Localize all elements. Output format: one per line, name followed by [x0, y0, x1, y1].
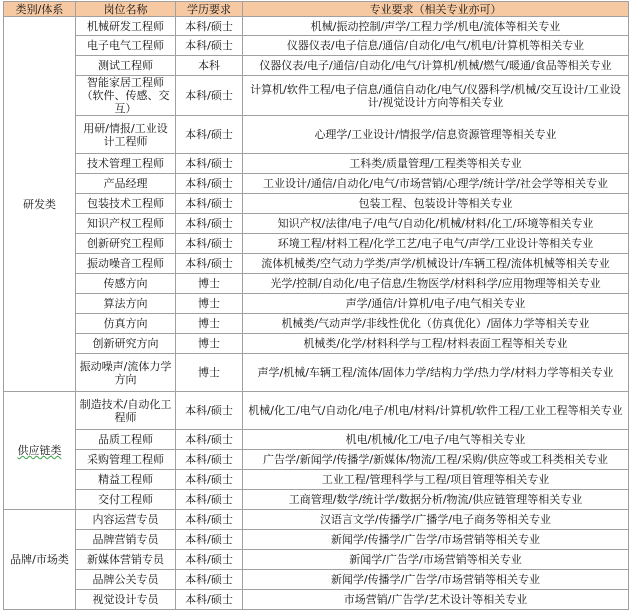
major-cell: 包装工程、包装设计等相关专业: [243, 194, 629, 214]
major-cell: 新闻学/传播学/广告学/市场营销等相关专业: [243, 570, 629, 590]
category-cell: 品牌/市场类: [4, 510, 76, 610]
position-cell: 知识产权工程师: [76, 214, 176, 234]
position-cell: 品质工程师: [76, 430, 176, 450]
header-degree: 学历要求: [176, 2, 243, 17]
major-cell: 计算机/软件工程/电子信息/通信自动化/电气/仪器科学/机械/交互设计/工业设计/视觉设计方向等相关专业: [243, 76, 629, 116]
table-row: [4, 174, 629, 194]
degree-cell: 本科/硕士: [176, 430, 243, 450]
degree-cell: 本科/硕士: [176, 470, 243, 490]
table-row: [4, 294, 629, 314]
major-cell: 机械类/化学/材料科学与工程/材料表面工程等相关专业: [243, 334, 629, 354]
category-cell: 研发类: [4, 17, 76, 392]
major-cell: 光学/控制/自动化/电子信息/生物医学/材料科学/应用物理等相关专业: [243, 274, 629, 294]
degree-cell: 本科/硕士: [176, 17, 243, 36]
degree-cell: 本科/硕士: [176, 36, 243, 56]
table-row: [4, 214, 629, 234]
table-row: [4, 154, 629, 174]
major-cell: 工商管理/数学/统计学/数据分析/物流/供应链管理等相关专业: [243, 490, 629, 510]
position-cell: 算法方向: [76, 294, 176, 314]
degree-cell: 本科/硕士: [176, 490, 243, 510]
table-row: [4, 510, 629, 530]
major-cell: 广告学/新闻学/传播学/新媒体/物流/工程/采购/供应等或工科类相关专业: [243, 450, 629, 470]
position-cell: 创新研究方向: [76, 334, 176, 354]
position-cell: 创新研究工程师: [76, 234, 176, 254]
major-cell: 机械/振动控制/声学/工程力学/机电/流体等相关专业: [243, 17, 629, 36]
degree-cell: 本科: [176, 56, 243, 76]
major-cell: 知识产权/法律/电子/电气/自动化/机械/材料/化工/环境等相关专业: [243, 214, 629, 234]
recruitment-table: [3, 1, 629, 610]
position-cell: 测试工程师: [76, 56, 176, 76]
table-row: [4, 56, 629, 76]
major-cell: 机械/化工/电气/自动化/电子/机电/材料/计算机/软件工程/工业工程等相关专业: [243, 392, 629, 430]
degree-cell: 本科/硕士: [176, 590, 243, 610]
major-cell: 市场营销/广告学/艺术设计等相关专业: [243, 590, 629, 610]
table-row: [4, 490, 629, 510]
table-row: [4, 392, 629, 430]
table-row: [4, 530, 629, 550]
major-cell: 工业设计/通信/自动化/电气/市场营销/心理学/统计学/社会学等相关专业: [243, 174, 629, 194]
table-row: [4, 254, 629, 274]
position-cell: 振动噪声/流体力学方向: [76, 354, 176, 392]
position-cell: 制造技术/自动化工程师: [76, 392, 176, 430]
position-cell: 用研/情报/工业设计工程师: [76, 116, 176, 154]
major-cell: 工业工程/管理科学与工程/项目管理等相关专业: [243, 470, 629, 490]
category-cell: 供应链类: [4, 392, 76, 510]
table-row: [4, 274, 629, 294]
position-cell: 产品经理: [76, 174, 176, 194]
degree-cell: 博士: [176, 314, 243, 334]
degree-cell: 本科/硕士: [176, 570, 243, 590]
degree-cell: 本科/硕士: [176, 174, 243, 194]
position-cell: 包装技术工程师: [76, 194, 176, 214]
position-cell: 智能家居工程师（软件、传感、交互）: [76, 76, 176, 116]
table-row: [4, 354, 629, 392]
table-row: [4, 430, 629, 450]
degree-cell: 本科/硕士: [176, 76, 243, 116]
major-cell: 流体机械类/空气动力学类/声学/机械设计/车辆工程/流体机械等相关专业: [243, 254, 629, 274]
major-cell: 工科类/质量管理/工程类等相关专业: [243, 154, 629, 174]
major-cell: 机电/机械/化工/电子/电气等相关专业: [243, 430, 629, 450]
table-row: [4, 550, 629, 570]
degree-cell: 本科/硕士: [176, 154, 243, 174]
position-cell: 内容运营专员: [76, 510, 176, 530]
major-cell: 仪器仪表/电子信息/通信/自动化/电气/机电/计算机等相关专业: [243, 36, 629, 56]
major-cell: 机械类/气动声学/非线性优化（仿真优化）/固体力学等相关专业: [243, 314, 629, 334]
degree-cell: 本科/硕士: [176, 194, 243, 214]
position-cell: 传感方向: [76, 274, 176, 294]
position-cell: 仿真方向: [76, 314, 176, 334]
header-row: [4, 2, 629, 17]
degree-cell: 本科/硕士: [176, 510, 243, 530]
table-row: [4, 116, 629, 154]
table-row: [4, 36, 629, 56]
table-row: [4, 234, 629, 254]
degree-cell: 本科/硕士: [176, 450, 243, 470]
degree-cell: 本科/硕士: [176, 392, 243, 430]
table-row: [4, 450, 629, 470]
table-row: [4, 470, 629, 490]
degree-cell: 本科/硕士: [176, 116, 243, 154]
table-row: [4, 314, 629, 334]
major-cell: 声学/机械/车辆工程/流体/固体力学/结构力学/热力学/材料力学等相关专业: [243, 354, 629, 392]
major-cell: 新闻学/传播学/广告学/市场营销等相关专业: [243, 530, 629, 550]
table-row: [4, 76, 629, 116]
degree-cell: 本科/硕士: [176, 254, 243, 274]
position-cell: 交付工程师: [76, 490, 176, 510]
degree-cell: 博士: [176, 294, 243, 314]
degree-cell: 博士: [176, 354, 243, 392]
position-cell: 品牌公关专员: [76, 570, 176, 590]
degree-cell: 博士: [176, 274, 243, 294]
position-cell: 技术管理工程师: [76, 154, 176, 174]
degree-cell: 本科/硕士: [176, 550, 243, 570]
degree-cell: 本科/硕士: [176, 234, 243, 254]
table-row: [4, 194, 629, 214]
table-row: [4, 590, 629, 610]
position-cell: 电子电气工程师: [76, 36, 176, 56]
table-row: [4, 334, 629, 354]
major-cell: 环境工程/材料工程/化学工艺/电子电气/声学/工业设计等相关专业: [243, 234, 629, 254]
position-cell: 新媒体营销专员: [76, 550, 176, 570]
table-row: [4, 17, 629, 36]
header-category: 类别/体系: [4, 2, 76, 17]
major-cell: 新闻学/广告学/市场营销等相关专业: [243, 550, 629, 570]
major-cell: 心理学/工业设计/情报学/信息资源管理等相关专业: [243, 116, 629, 154]
degree-cell: 博士: [176, 334, 243, 354]
header-major: 专业要求（相关专业亦可）: [243, 2, 629, 17]
position-cell: 采购管理工程师: [76, 450, 176, 470]
position-cell: 振动噪音工程师: [76, 254, 176, 274]
position-cell: 视觉设计专员: [76, 590, 176, 610]
position-cell: 机械研发工程师: [76, 17, 176, 36]
degree-cell: 本科/硕士: [176, 530, 243, 550]
major-cell: 汉语言文学/传播学/广播学/电子商务等相关专业: [243, 510, 629, 530]
major-cell: 声学/通信/计算机/电子/电气相关专业: [243, 294, 629, 314]
table-row: [4, 570, 629, 590]
major-cell: 仪器仪表/电子/通信/自动化/电气/计算机/机械/燃气/暖通/食品等相关专业: [243, 56, 629, 76]
degree-cell: 本科/硕士: [176, 214, 243, 234]
position-cell: 精益工程师: [76, 470, 176, 490]
position-cell: 品牌营销专员: [76, 530, 176, 550]
header-position: 岗位名称: [76, 2, 176, 17]
